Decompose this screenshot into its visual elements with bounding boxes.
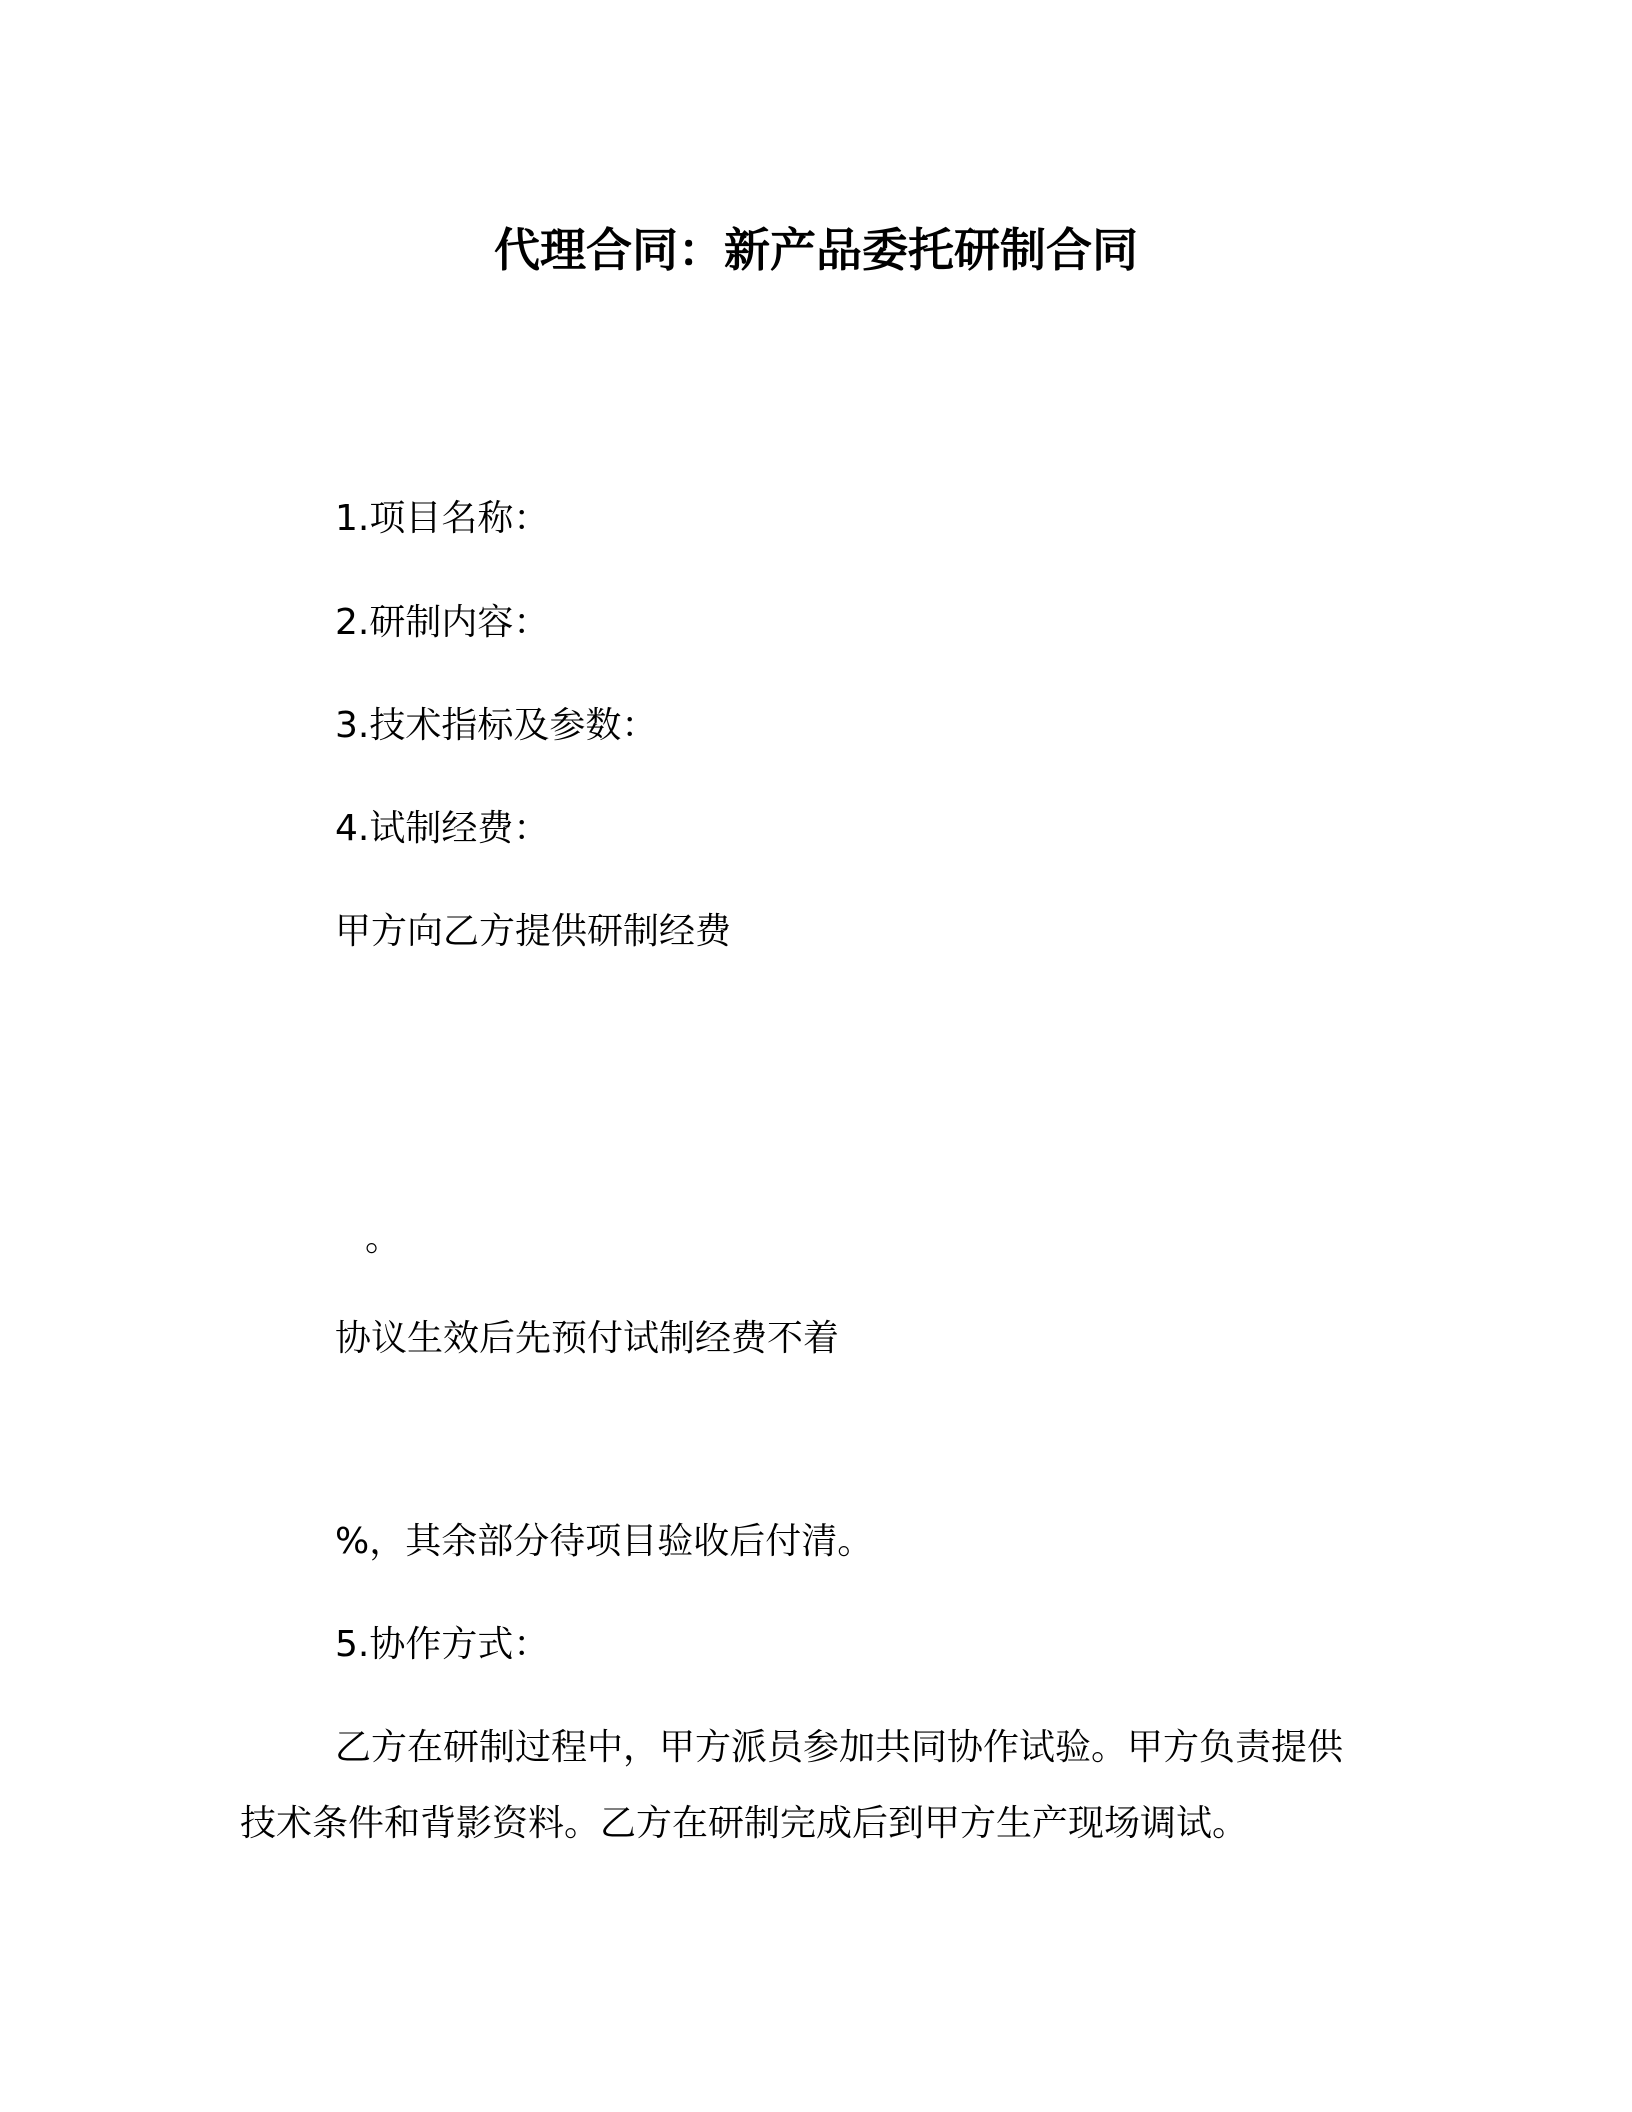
item-project-name: 1.项目名称： <box>335 498 550 539</box>
document-title: 代理合同：新产品委托研制合同 <box>494 223 1138 277</box>
paragraph-prepayment: 协议生效后先预付试制经费不着 <box>335 1318 840 1359</box>
paragraph-funds-provided: 甲方向乙方提供研制经费 <box>335 911 732 952</box>
paragraph-cooperation-line-2: 技术条件和背影资料。乙方在研制完成后到甲方生产现场调试。 <box>240 1803 1249 1844</box>
item-trial-funds: 4.试制经费： <box>335 808 550 849</box>
paragraph-remainder-payment: %，其余部分待项目验收后付清。 <box>335 1521 874 1562</box>
paragraph-period-mark: 。 <box>365 1218 402 1259</box>
item-cooperation-mode: 5.协作方式： <box>335 1624 550 1665</box>
item-research-content: 2.研制内容： <box>335 602 550 643</box>
paragraph-cooperation-line-1: 乙方在研制过程中，甲方派员参加共同协作试验。甲方负责提供 <box>335 1727 1344 1768</box>
item-technical-specs: 3.技术指标及参数： <box>335 705 658 746</box>
